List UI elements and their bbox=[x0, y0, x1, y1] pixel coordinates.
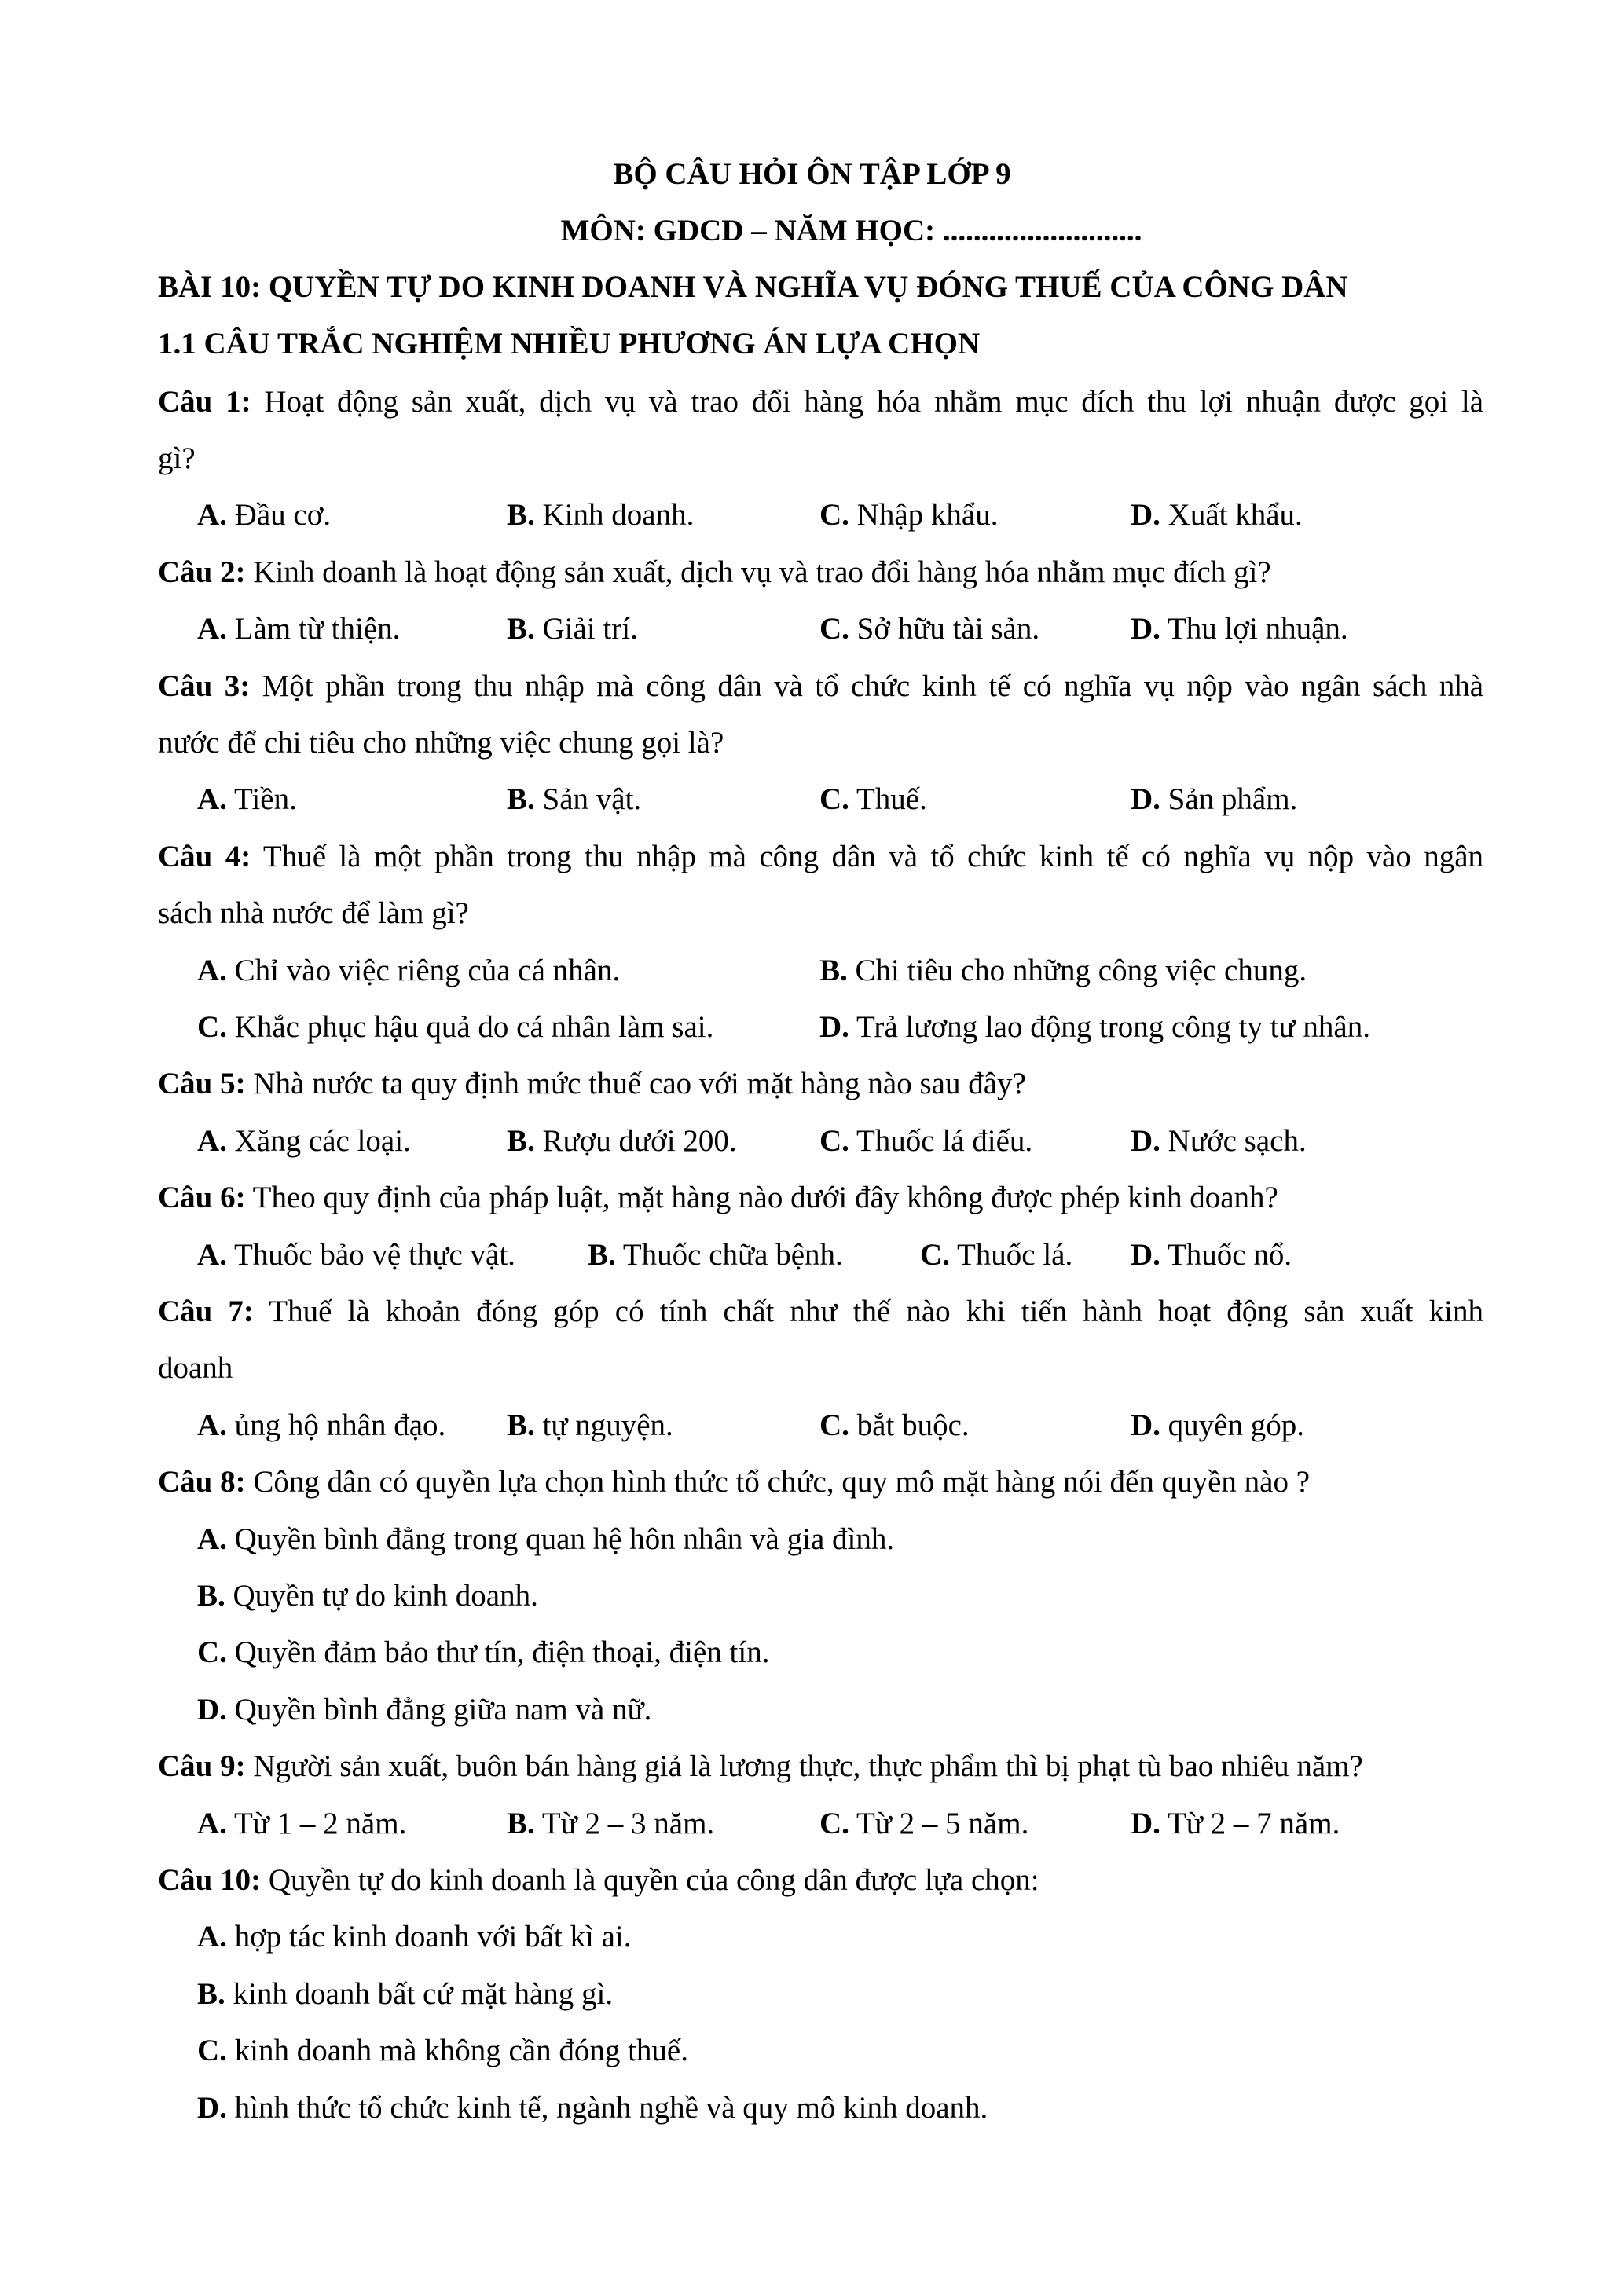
answer-option-b bbox=[507, 1113, 737, 1170]
answer-option-d bbox=[819, 999, 1370, 1056]
answer-option-a bbox=[197, 1227, 515, 1283]
question-text bbox=[158, 1738, 1483, 1795]
answer-option-a bbox=[197, 601, 400, 657]
option-text: Nước sạch. bbox=[1168, 1123, 1307, 1158]
option-letter: C. bbox=[819, 782, 849, 817]
option-text: Thuốc bảo vệ thực vật. bbox=[233, 1237, 515, 1272]
answer-option-a bbox=[197, 1113, 411, 1170]
option-letter: A. bbox=[197, 1522, 227, 1556]
question-line: doanh bbox=[158, 1351, 233, 1386]
option-text: Thu lợi nhuận. bbox=[1167, 612, 1348, 646]
answer-option-c bbox=[197, 999, 713, 1056]
options-row bbox=[158, 999, 1483, 1056]
question-line: nước để chi tiêu cho những việc chung gọi là? bbox=[158, 726, 724, 760]
option-letter: A. bbox=[197, 953, 227, 987]
option-letter: B. bbox=[197, 1579, 225, 1613]
answer-option-c bbox=[819, 1796, 1028, 1852]
option-text: Thuốc nổ. bbox=[1167, 1237, 1292, 1272]
question-line: Công dân có quyền lựa chọn hình thức tổ chức, quy mô mặt hàng nói đến quyền nào ? bbox=[253, 1465, 1311, 1500]
question-line: Người sản xuất, buôn bán hàng giả là lương thực, thực phẩm thì bị phạt tù bao nhiêu năm? bbox=[253, 1749, 1363, 1784]
answer-option-c bbox=[197, 1624, 769, 1681]
option-letter: D. bbox=[1131, 498, 1160, 533]
option-text: hình thức tổ chức kinh tế, ngành nghề và quy mô kinh doanh. bbox=[234, 2090, 988, 2125]
question-label: Câu 2: bbox=[158, 555, 246, 589]
option-text: Quyền tự do kinh doanh. bbox=[233, 1579, 538, 1613]
option-text: Tiền. bbox=[233, 782, 297, 817]
option-text: bắt buộc. bbox=[856, 1408, 970, 1442]
option-letter: B. bbox=[588, 1237, 616, 1272]
options-row bbox=[158, 1966, 1483, 2023]
option-text: Từ 2 – 7 năm. bbox=[1167, 1806, 1340, 1840]
question-text bbox=[158, 374, 1483, 430]
question-line: Hoạt động sản xuất, dịch vụ và trao đổi hàng hóa nhằm mục đích thu lợi nhuận được gọi là bbox=[264, 384, 1484, 419]
option-letter: A. bbox=[197, 1237, 227, 1272]
option-text: Giải trí. bbox=[542, 612, 638, 646]
answer-option-b bbox=[507, 601, 638, 657]
question-text bbox=[158, 829, 1483, 885]
options-row bbox=[158, 1113, 1483, 1170]
option-letter: D. bbox=[1131, 1123, 1160, 1158]
option-letter: A. bbox=[197, 1123, 227, 1158]
options-row bbox=[158, 1909, 1483, 1965]
option-letter: C. bbox=[819, 1806, 849, 1840]
option-letter: D. bbox=[1131, 1408, 1160, 1442]
option-letter: C. bbox=[819, 1408, 849, 1442]
option-letter: D. bbox=[1131, 1237, 1160, 1272]
option-text: Rượu dưới 200. bbox=[542, 1123, 737, 1158]
option-letter: A. bbox=[197, 1408, 227, 1442]
option-text: kinh doanh mà không cần đóng thuế. bbox=[234, 2034, 688, 2068]
option-letter: D. bbox=[197, 1692, 227, 1727]
question-text bbox=[158, 544, 1483, 601]
question-text bbox=[158, 1340, 1483, 1397]
question-label: Câu 3: bbox=[158, 668, 251, 703]
question-label: Câu 8: bbox=[158, 1465, 246, 1500]
option-letter: C. bbox=[197, 1010, 227, 1044]
option-letter: D. bbox=[819, 1010, 849, 1044]
options-row bbox=[158, 1568, 1483, 1624]
option-text: Làm từ thiện. bbox=[234, 612, 401, 646]
answer-option-b bbox=[507, 1397, 673, 1454]
answer-option-c bbox=[819, 601, 1039, 657]
option-letter: D. bbox=[1131, 782, 1160, 817]
option-text: Từ 2 – 5 năm. bbox=[856, 1806, 1029, 1840]
option-text: Kinh doanh. bbox=[542, 498, 695, 533]
option-text: Chi tiêu cho những công việc chung. bbox=[855, 953, 1307, 987]
answer-option-c bbox=[819, 487, 998, 544]
option-letter: B. bbox=[819, 953, 848, 987]
option-letter: C. bbox=[197, 1635, 227, 1670]
option-text: Từ 1 – 2 năm. bbox=[233, 1806, 407, 1840]
option-letter: B. bbox=[507, 498, 535, 533]
option-text: tự nguyện. bbox=[542, 1408, 673, 1442]
option-text: Khắc phục hậu quả do cá nhân làm sai. bbox=[234, 1010, 714, 1044]
answer-option-d bbox=[1131, 1113, 1307, 1170]
answer-option-c bbox=[819, 1113, 1032, 1170]
option-text: Thuốc lá điếu. bbox=[856, 1123, 1033, 1158]
answer-option-a bbox=[197, 1796, 406, 1852]
answer-option-b bbox=[507, 1796, 714, 1852]
question-text bbox=[158, 658, 1483, 715]
option-letter: C. bbox=[819, 498, 849, 533]
options-row bbox=[158, 601, 1483, 657]
answer-option-a bbox=[197, 1397, 445, 1454]
option-text: Xuất khẩu. bbox=[1168, 498, 1303, 533]
question-line: gì? bbox=[158, 441, 196, 475]
question-line: Thuế là một phần trong thu nhập mà công dân và tổ chức kinh tế có nghĩa vụ nộp vào ngân bbox=[262, 839, 1484, 873]
options-row bbox=[158, 2023, 1483, 2079]
question-line: Thuế là khoản đóng góp có tính chất như thế nào khi tiến hành hoạt động sản xuất kinh bbox=[269, 1294, 1484, 1328]
answer-option-d bbox=[1131, 601, 1348, 657]
option-text: Xăng các loại. bbox=[234, 1123, 411, 1158]
question-line: sách nhà nước để làm gì? bbox=[158, 896, 469, 931]
option-text: Thuốc chữa bệnh. bbox=[622, 1237, 843, 1272]
answer-option-b bbox=[197, 1568, 538, 1624]
question-label: Câu 5: bbox=[158, 1067, 246, 1101]
option-text: Trả lương lao động trong công ty tư nhân. bbox=[856, 1010, 1370, 1044]
option-text: Quyền bình đẳng giữa nam và nữ. bbox=[234, 1692, 652, 1727]
options-row bbox=[158, 1227, 1483, 1283]
question-text bbox=[158, 430, 1483, 487]
option-text: hợp tác kinh doanh với bất kì ai. bbox=[234, 1920, 632, 1954]
question-label: Câu 1: bbox=[158, 384, 251, 419]
question-label: Câu 9: bbox=[158, 1749, 246, 1784]
answer-option-c bbox=[920, 1227, 1072, 1283]
question-text bbox=[158, 1056, 1483, 1112]
option-text: Thuế. bbox=[856, 782, 927, 817]
answer-option-b bbox=[197, 1966, 613, 2023]
option-letter: C. bbox=[920, 1237, 950, 1272]
option-text: ủng hộ nhân đạo. bbox=[234, 1408, 446, 1442]
answer-option-d bbox=[1131, 771, 1297, 828]
options-row bbox=[158, 1624, 1483, 1681]
answer-option-b bbox=[819, 943, 1307, 999]
option-text: Nhập khẩu. bbox=[856, 498, 999, 533]
section-heading: 1.1 CÂU TRẮC NGHIỆM NHIỀU PHƯƠNG ÁN LỰA CHỌN bbox=[158, 327, 981, 361]
option-letter: A. bbox=[197, 1806, 227, 1840]
option-letter: A. bbox=[197, 782, 227, 817]
document-subtitle: MÔN: GDCD – NĂM HỌC: .......................... bbox=[560, 214, 1142, 247]
question-line: Theo quy định của pháp luật, mặt hàng nào dưới đây không được phép kinh doanh? bbox=[252, 1181, 1278, 1215]
option-letter: A. bbox=[197, 1920, 227, 1954]
question-line: Một phần trong thu nhập mà công dân và tổ chức kinh tế có nghĩa vụ nộp vào ngân sách nhà bbox=[262, 668, 1484, 703]
answer-option-c bbox=[819, 1397, 970, 1454]
answer-option-a bbox=[197, 771, 297, 828]
answer-option-a bbox=[197, 1909, 631, 1965]
option-text: Quyền bình đẳng trong quan hệ hôn nhân và gia đình. bbox=[234, 1522, 895, 1556]
option-letter: D. bbox=[1131, 612, 1160, 646]
options-row bbox=[158, 487, 1483, 544]
options-row bbox=[158, 1796, 1483, 1852]
option-text: Sở hữu tài sản. bbox=[856, 612, 1040, 646]
answer-option-d bbox=[1131, 1796, 1340, 1852]
question-text bbox=[158, 715, 1483, 771]
answer-option-d bbox=[1131, 1227, 1292, 1283]
answer-option-d bbox=[1131, 1397, 1304, 1454]
question-label: Câu 6: bbox=[158, 1181, 246, 1215]
question-label: Câu 10: bbox=[158, 1863, 262, 1897]
option-text: Sản phẩm. bbox=[1168, 782, 1298, 817]
question-line: Kinh doanh là hoạt động sản xuất, dịch vụ và trao đổi hàng hóa nhằm mục đích gì? bbox=[253, 555, 1271, 589]
option-letter: B. bbox=[197, 1976, 225, 2011]
option-text: Quyền đảm bảo thư tín, điện thoại, điện tín. bbox=[234, 1635, 770, 1670]
document-title: BỘ CÂU HỎI ÔN TẬP LỚP 9 bbox=[613, 157, 1011, 191]
answer-option-d bbox=[197, 2080, 988, 2137]
lesson-heading: BÀI 10: QUYỀN TỰ DO KINH DOANH VÀ NGHĨA VỤ ĐÓNG THUẾ CỦA CÔNG DÂN bbox=[158, 270, 1348, 304]
option-text: Chỉ vào việc riêng của cá nhân. bbox=[234, 953, 621, 987]
answer-option-c bbox=[197, 2023, 688, 2079]
answer-option-a bbox=[197, 487, 331, 544]
option-letter: B. bbox=[507, 782, 535, 817]
answer-option-c bbox=[819, 771, 927, 828]
options-row bbox=[158, 2080, 1483, 2137]
option-letter: C. bbox=[819, 612, 849, 646]
option-letter: D. bbox=[197, 2090, 227, 2125]
option-text: Từ 2 – 3 năm. bbox=[541, 1806, 715, 1840]
options-row bbox=[158, 771, 1483, 828]
option-letter: B. bbox=[507, 1408, 535, 1442]
question-label: Câu 7: bbox=[158, 1294, 254, 1328]
question-line: Nhà nước ta quy định mức thuế cao với mặt hàng nào sau đây? bbox=[253, 1067, 1026, 1101]
option-letter: A. bbox=[197, 612, 227, 646]
question-text bbox=[158, 1454, 1483, 1511]
question-text bbox=[158, 885, 1483, 942]
options-row bbox=[158, 1511, 1483, 1568]
question-text bbox=[158, 1852, 1483, 1909]
answer-option-b bbox=[507, 771, 641, 828]
answer-option-b bbox=[588, 1227, 843, 1283]
answer-option-d bbox=[197, 1682, 651, 1738]
option-text: Sản vật. bbox=[542, 782, 642, 817]
option-letter: D. bbox=[1131, 1806, 1160, 1840]
option-letter: B. bbox=[507, 1123, 535, 1158]
options-row bbox=[158, 943, 1483, 999]
option-text: quyên góp. bbox=[1168, 1408, 1304, 1442]
option-letter: B. bbox=[507, 612, 535, 646]
options-row bbox=[158, 1397, 1483, 1454]
answer-option-a bbox=[197, 1511, 894, 1568]
answer-option-a bbox=[197, 943, 620, 999]
question-text bbox=[158, 1170, 1483, 1226]
options-row bbox=[158, 1682, 1483, 1738]
question-text bbox=[158, 1283, 1483, 1340]
option-letter: A. bbox=[197, 498, 227, 533]
option-text: kinh doanh bất cứ mặt hàng gì. bbox=[233, 1976, 614, 2011]
question-label: Câu 4: bbox=[158, 839, 251, 873]
answer-option-b bbox=[507, 487, 694, 544]
question-line: Quyền tự do kinh doanh là quyền của công dân được lựa chọn: bbox=[268, 1863, 1039, 1897]
option-text: Thuốc lá. bbox=[956, 1237, 1073, 1272]
option-text: Đầu cơ. bbox=[234, 498, 332, 533]
option-letter: C. bbox=[197, 2034, 227, 2068]
answer-option-d bbox=[1131, 487, 1303, 544]
option-letter: C. bbox=[819, 1123, 849, 1158]
option-letter: B. bbox=[507, 1806, 535, 1840]
